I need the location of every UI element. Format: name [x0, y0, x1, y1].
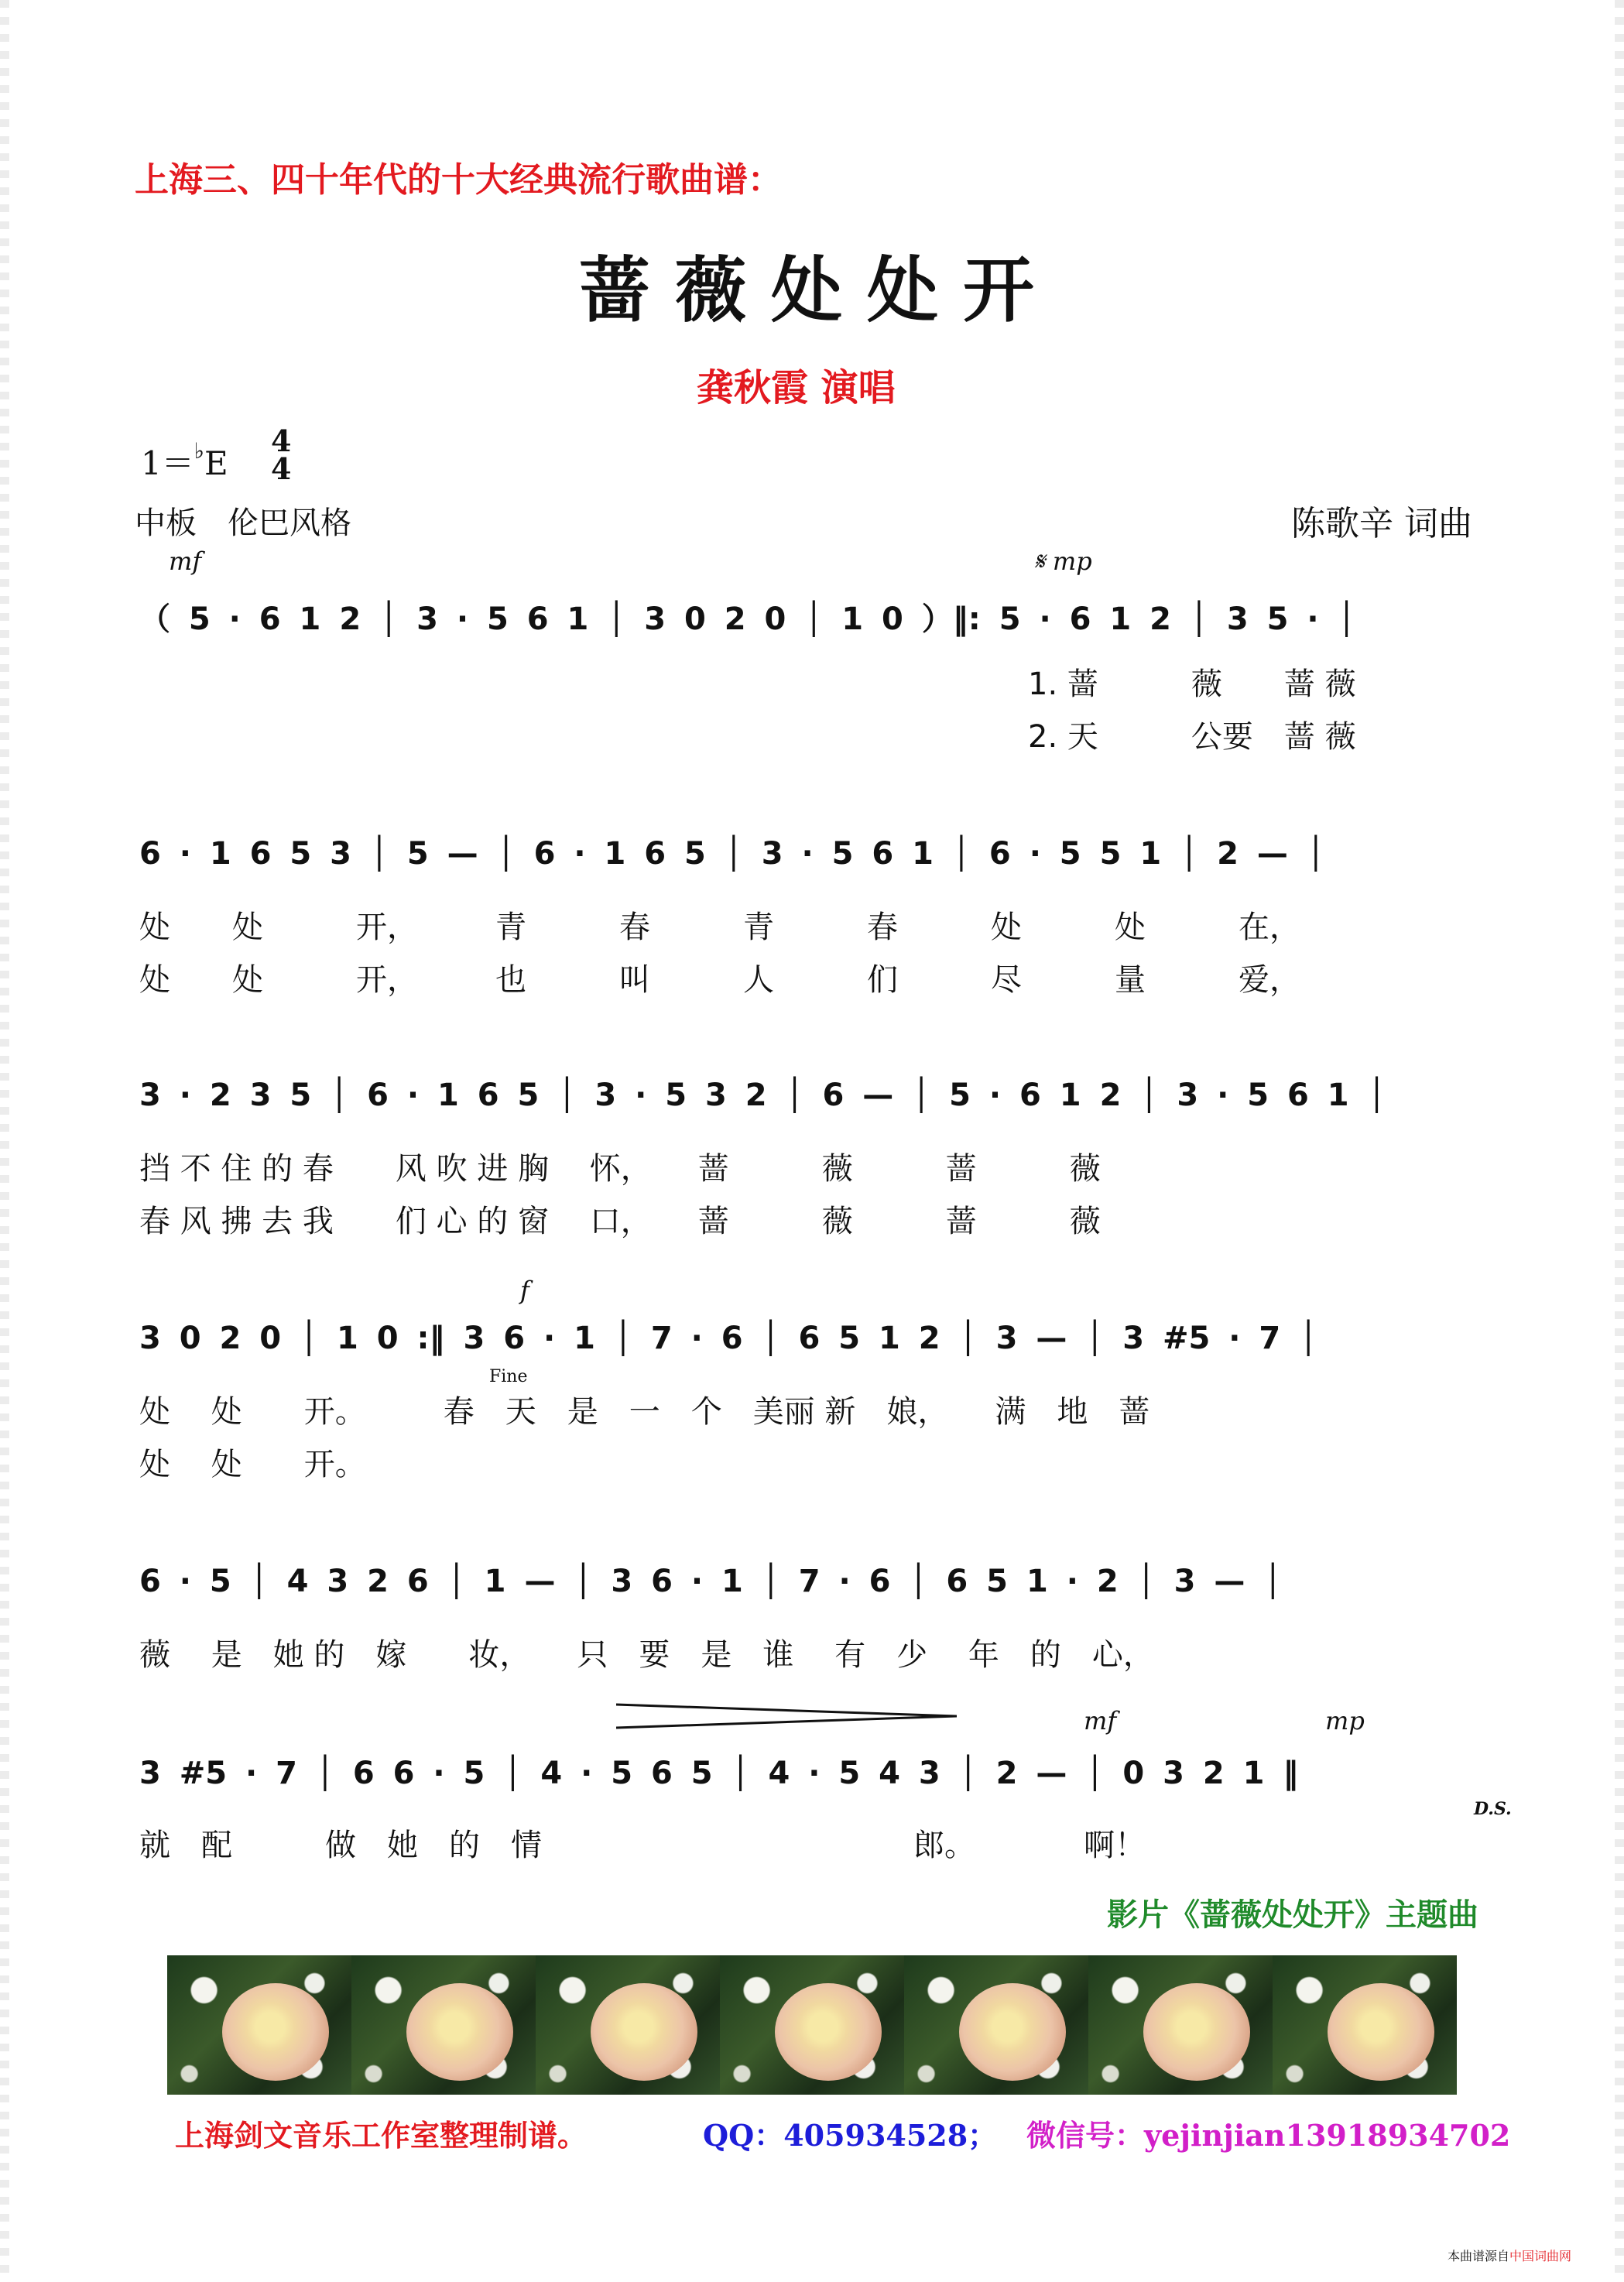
notation-line-4: 3 0 2 0 │ 1 0 :‖ 3 6 · 1 │ 7 · 6 │ 6 5 1 2 │ 3 — │ 3 #5 · 7 │ — [139, 1321, 1318, 1356]
notation-line-6: 3 #5 · 7 │ 6 6 · 5 │ 4 · 5 6 5 │ 4 · 5 4 3 │ 2 — │ 0 3 2 1 ‖ — [139, 1756, 1299, 1791]
lyrics-line-3-verse-2: 春 风 拂 去 我 们 心 的 窗 口， 蔷 薇 蔷 薇 — [139, 1204, 1101, 1239]
rose-photo-tile — [167, 1955, 351, 2095]
rose-photo-tile — [351, 1955, 536, 2095]
series-heading: 上海三、四十年代的十大经典流行歌曲谱： — [135, 160, 782, 200]
theme-song-note: 影片《蔷薇处处开》主题曲 — [1107, 1897, 1478, 1933]
notation-line-2: 6 · 1 6 5 3 │ 5 — │ 6 · 1 6 5 │ 3 · 5 6 1 │ 6 · 5 5 1 │ 2 — │ — [139, 836, 1325, 872]
crescendo-hairpin — [616, 1703, 957, 1729]
rose-photo-tile — [904, 1955, 1088, 2095]
dynamic-mf: mf — [169, 547, 202, 576]
rose-image — [1328, 1983, 1434, 2081]
flat-sign: ♭ — [194, 438, 204, 464]
source-site: 中国词曲网 — [1509, 2249, 1572, 2263]
segno-mp: 𝄋 mp — [1034, 547, 1092, 576]
dynamic-f: f — [520, 1276, 529, 1305]
lyrics-line-1-verse-2: 2. 天 公要 蔷 薇 — [1028, 719, 1356, 755]
notation-line-5: 6 · 5 │ 4 3 2 6 │ 1 — │ 3 6 · 1 │ 7 · 6 │ 6 5 1 · 2 │ 3 — │ — [139, 1564, 1283, 1599]
notation-line-1: （ 5 · 6 1 2 │ 3 · 5 6 1 │ 3 0 2 0 │ 1 0 ）‖: 5 · 6 1 2 │ 3 5 · │ — [139, 601, 1356, 637]
rose-image — [959, 1983, 1066, 2081]
tempo-marking: 中板 伦巴风格 — [135, 505, 351, 541]
time-signature-top: 4 — [271, 423, 292, 458]
rose-image — [406, 1983, 513, 2081]
studio-credit: 上海剑文音乐工作室整理制谱。 — [175, 2118, 588, 2153]
rose-photo-banner — [167, 1955, 1457, 2095]
source-watermark — [1448, 2246, 1571, 2264]
key-note: E — [204, 444, 228, 482]
fine-marking: Fine — [489, 1367, 528, 1386]
rose-image — [1143, 1983, 1250, 2081]
lyrics-line-4-verse-2: 处 处 开。 — [139, 1447, 366, 1482]
wechat-contact: 微信号：yejinjian13918934702 — [1026, 2118, 1511, 2153]
notation-line-3: 3 · 2 3 5 │ 6 · 1 6 5 │ 3 · 5 3 2 │ 6 — │ 5 · 6 1 2 │ 3 · 5 6 1 │ — [139, 1078, 1386, 1113]
rose-photo-tile — [536, 1955, 720, 2095]
time-signature — [271, 423, 292, 486]
composer-credit: 陈歌辛 词曲 — [1291, 504, 1472, 543]
rose-photo-tile — [1088, 1955, 1273, 2095]
qq-contact: QQ：405934528； — [703, 2118, 998, 2153]
song-title: 蔷薇处处开 — [579, 248, 1060, 332]
rose-image — [591, 1983, 697, 2081]
lyrics-line-3-verse-1: 挡 不 住 的 春 风 吹 进 胸 怀， 蔷 薇 蔷 薇 — [139, 1151, 1101, 1187]
lyrics-line-4-verse-1: 处 处 开。 春 天 是 一 个 美丽 新 娘， 满 地 蔷 — [139, 1394, 1150, 1430]
singer-line: 龚秋霞 演唱 — [697, 366, 896, 409]
key-signature — [141, 438, 228, 485]
lyrics-line-1-verse-1: 1. 蔷 薇 蔷 薇 — [1028, 666, 1356, 702]
lyrics-line-6: 就 配 做 她 的 情 郎。 啊！ — [139, 1828, 1146, 1863]
key-prefix: 1＝ — [141, 444, 194, 482]
time-signature-bottom: 4 — [271, 451, 292, 486]
source-label: 本曲谱源自 — [1448, 2249, 1510, 2263]
rose-photo-tile — [720, 1955, 904, 2095]
ds-marking: D.S. — [1474, 1799, 1512, 1819]
rose-image — [775, 1983, 882, 2081]
dynamic-mf-2: mf — [1084, 1706, 1117, 1735]
rose-photo-tile — [1273, 1955, 1457, 2095]
lyrics-line-5: 薇 是 她 的 嫁 妆， 只 要 是 谁 有 少 年 的 心， — [139, 1637, 1154, 1673]
lyrics-line-2-verse-2: 处 处 开， 也 叫 人 们 尽 量 爱， — [139, 962, 1300, 998]
dynamic-mp-2: mp — [1325, 1706, 1365, 1735]
right-border-strip — [1615, 0, 1624, 2282]
rose-image — [222, 1983, 329, 2081]
lyrics-line-2-verse-1: 处 处 开， 青 春 青 春 处 处 在， — [139, 910, 1300, 945]
left-border-strip — [0, 0, 9, 2282]
